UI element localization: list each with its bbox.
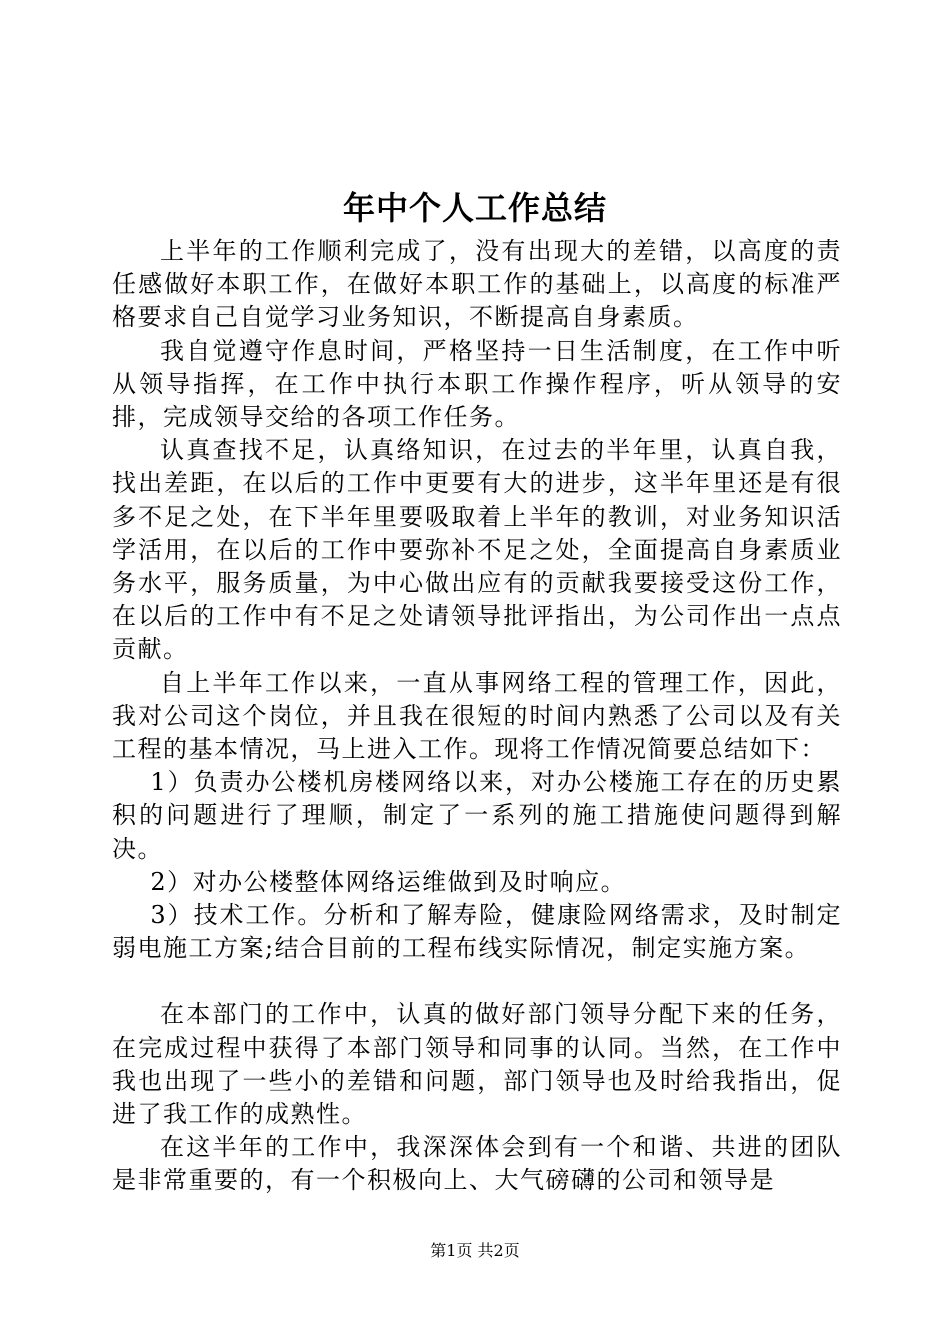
paragraph-team: 在这半年的工作中，我深深体会到有一个和谐、共进的团队是非常重要的，有一个积极向上、大气磅礴的公司和领导是 — [112, 1133, 842, 1195]
list-item-maintenance: 2）对办公楼整体网络运维做到及时响应。 — [150, 867, 627, 896]
paragraph-work-overview: 自上半年工作以来，一直从事网络工程的管理工作，因此，我对公司这个岗位，并且我在很短的时间内熟悉了公司以及有关工程的基本情况，马上进入工作。现将工作情况简要总结如下： — [112, 668, 842, 764]
paragraph-intro: 上半年的工作顺利完成了，没有出现大的差错，以高度的责任感做好本职工作，在做好本职工作的基础上，以高度的标准严格要求自己自觉学习业务知识，不断提高自身素质。 — [112, 237, 842, 332]
list-item-technical: 3）技术工作。分析和了解寿险，健康险网络需求，及时制定弱电施工方案;结合目前的工程布线实际情况，制定实施方案。 — [112, 901, 842, 963]
paragraph-shortcomings: 认真查找不足，认真络知识，在过去的半年里，认真自我，找出差距，在以后的工作中更要有大的进步，这半年里还是有很多不足之处，在下半年里要吸取着上半年的教训，对业务知识活学活用，在以后的工作中要弥补不足之处，全面提高自身素质业务水平，服务质量，为中心做出应有的贡献我要接受这份工作，在以后的工作中有不足之处请领导批评指出，为公司作出一点点贡献。 — [112, 436, 842, 664]
paragraph-discipline: 我自觉遵守作息时间，严格坚持一日生活制度，在工作中听从领导指挥，在工作中执行本职工作操作程序，听从领导的安排，完成领导交给的各项工作任务。 — [112, 336, 842, 432]
document-title: 年中个人工作总结 — [342, 189, 607, 227]
list-item-network: 1）负责办公楼机房楼网络以来，对办公楼施工存在的历史累积的问题进行了理顺，制定了一系列的施工措施使问题得到解决。 — [112, 768, 842, 863]
document-body — [112, 235, 842, 1198]
page-number-footer: 第1页 共2页 — [430, 1241, 520, 1260]
paragraph-department: 在本部门的工作中，认真的做好部门领导分配下来的任务，在完成过程中获得了本部门领导和同事的认同。当然，在工作中我也出现了一些小的差错和问题，部门领导也及时给我指出，促进了我工作的成熟性。 — [112, 1000, 842, 1129]
